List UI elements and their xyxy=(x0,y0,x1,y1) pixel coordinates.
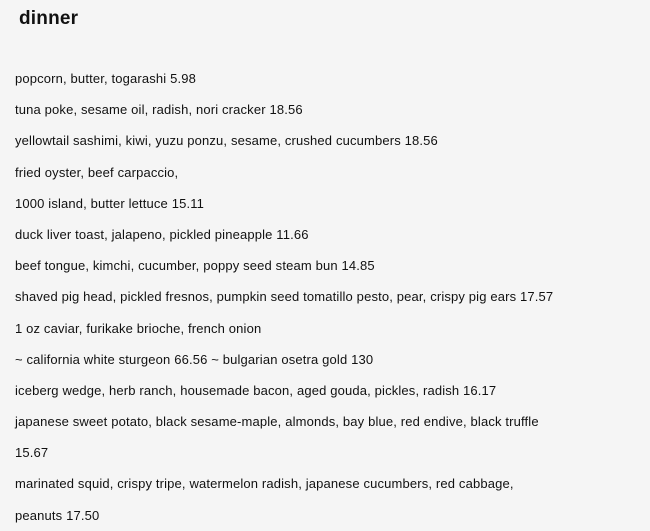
menu-line: marinated squid, crispy tripe, watermelon radish, japanese cucumbers, red cabbage, xyxy=(15,476,514,492)
menu-title: dinner xyxy=(19,8,79,29)
menu-line: tuna poke, sesame oil, radish, nori cracker 18.56 xyxy=(15,102,303,118)
menu-line: ~ california white sturgeon 66.56 ~ bulgarian osetra gold 130 xyxy=(15,351,374,367)
menu-line: yellowtail sashimi, kiwi, yuzu ponzu, sesame, crushed cucumbers 18.56 xyxy=(15,133,438,149)
menu-line: duck liver toast, jalapeno, pickled pineapple 11.66 xyxy=(15,226,309,242)
menu-line: beef tongue, kimchi, cucumber, poppy seed steam bun 14.85 xyxy=(15,258,375,274)
menu-line: iceberg wedge, herb ranch, housemade bacon, aged gouda, pickles, radish 16.17 xyxy=(15,382,497,398)
menu-line: 1 oz caviar, furikake brioche, french onion xyxy=(15,320,262,336)
menu-line: japanese sweet potato, black sesame-maple, almonds, bay blue, red endive, black truffle xyxy=(15,414,539,430)
menu-items-list xyxy=(15,63,645,531)
menu-line: 15.67 xyxy=(15,445,49,461)
menu-line: 1000 island, butter lettuce 15.11 xyxy=(15,195,205,211)
menu-line: shaved pig head, pickled fresnos, pumpkin seed tomatillo pesto, pear, crispy pig ears 17.57 xyxy=(15,289,554,305)
menu-line: popcorn, butter, togarashi 5.98 xyxy=(15,71,196,86)
menu-line: fried oyster, beef carpaccio, xyxy=(15,164,179,180)
menu-line: peanuts 17.50 xyxy=(15,507,100,523)
